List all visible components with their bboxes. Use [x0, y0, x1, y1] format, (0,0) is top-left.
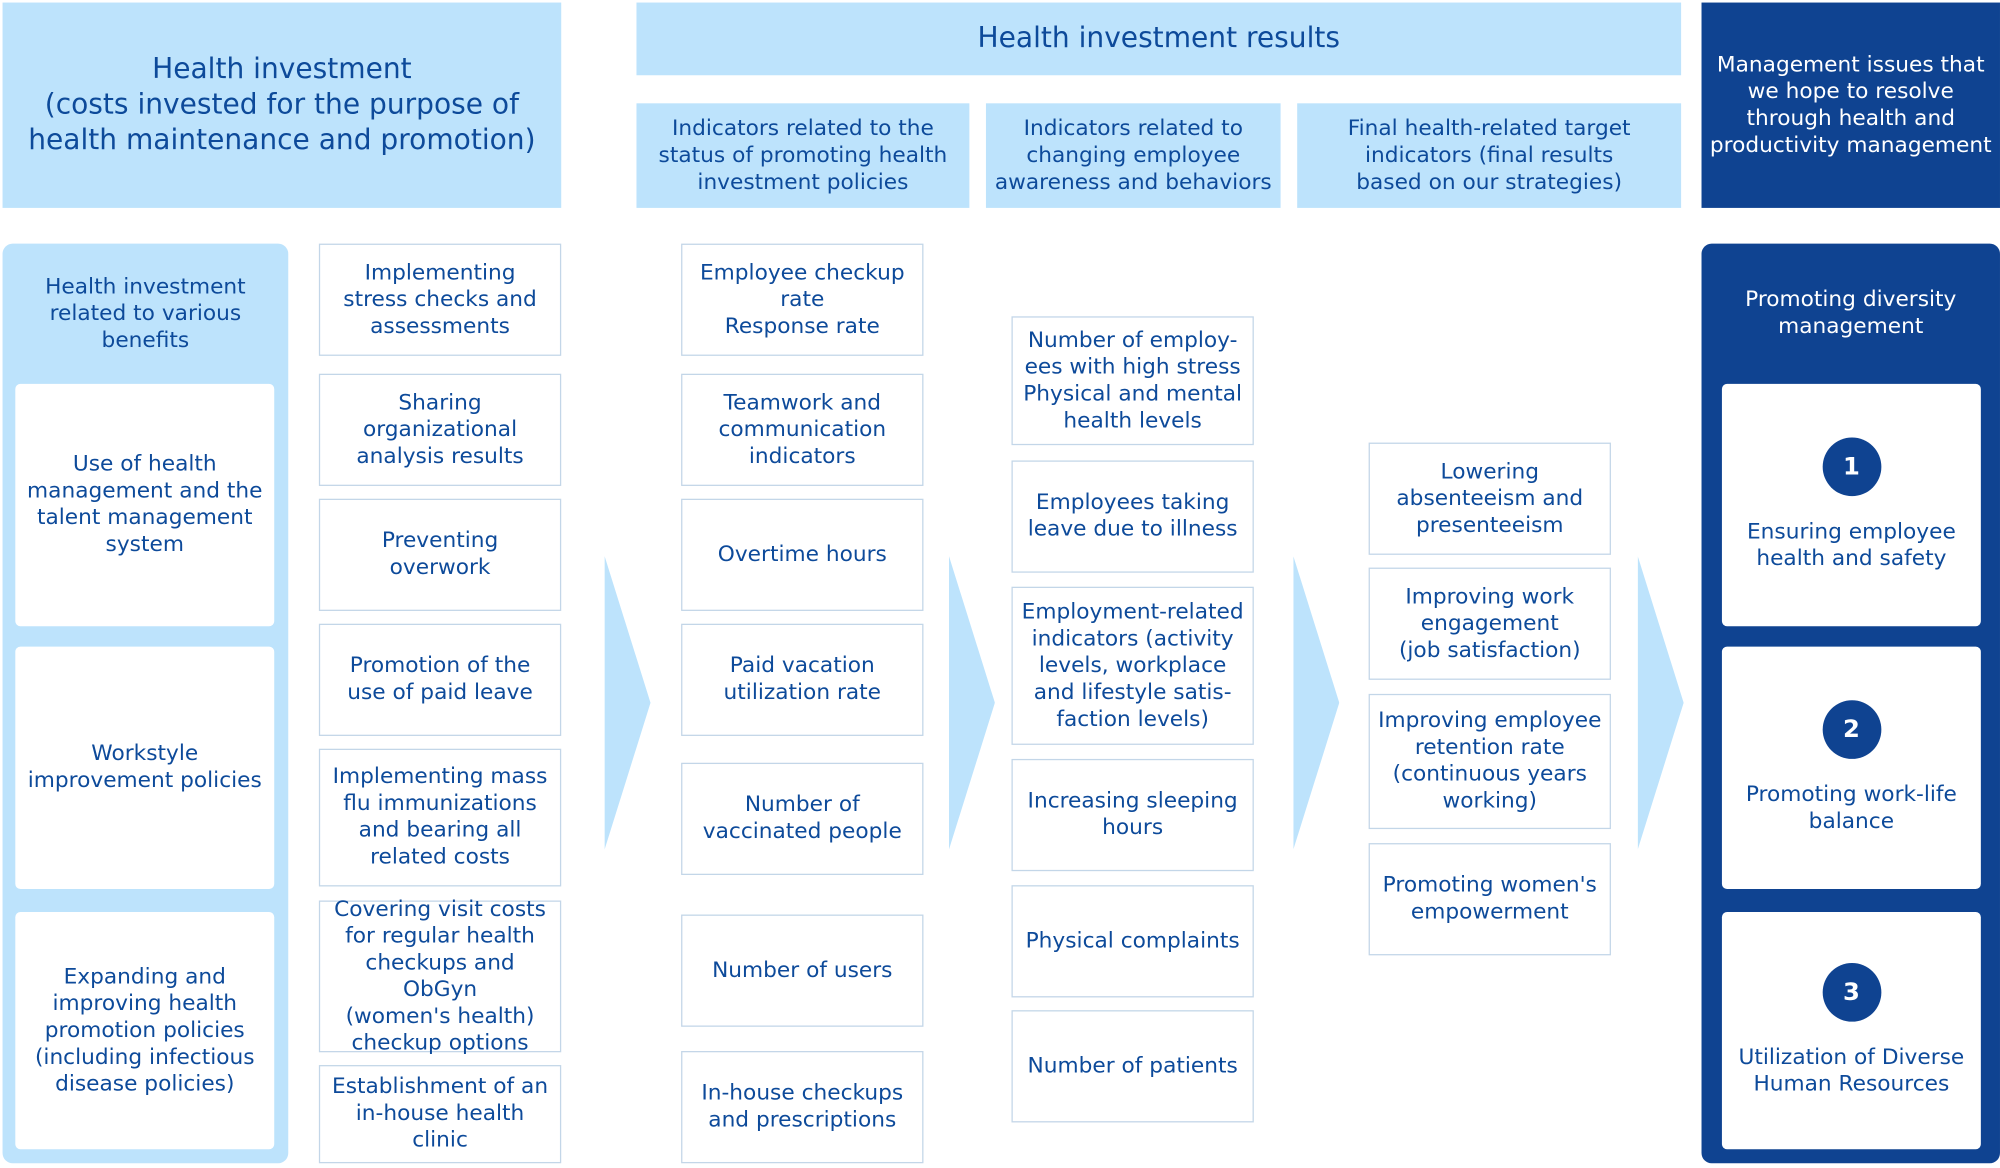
benefit-item: Use of health management and the talent management system [15, 384, 274, 626]
investment-item: Preventing overwork [319, 499, 561, 611]
policy-indicator: Employee checkup rate Response rate [681, 244, 923, 356]
investment-item: Covering visit costs for regular health checkups and ObGyn (women's health) checkup options [319, 901, 561, 1053]
investment-item: Implementing stress checks and assessments [319, 244, 561, 356]
awareness-indicator: Increasing sleeping hours [1011, 759, 1253, 871]
header-health-investment: Health investment (costs invested for the purpose of health maintenance and promotion) [3, 3, 562, 208]
issue-label: Utilization of Diverse Human Resources [1738, 1044, 1965, 1097]
benefit-item: Workstyle improvement policies [15, 647, 274, 889]
flow-arrow-icon [605, 556, 651, 849]
awareness-indicator: Physical complaints [1011, 885, 1253, 997]
final-indicator: Promoting women's empowerment [1369, 843, 1611, 955]
benefits-title: Health investment related to various benefits [45, 273, 246, 353]
awareness-indicator: Employees taking leave due to illness [1011, 460, 1253, 572]
issue-item [1722, 912, 1981, 1149]
issue-number-badge: 1 [1822, 437, 1881, 496]
header-awareness-indicators: Indicators related to changing employee awareness and behaviors [986, 103, 1281, 208]
header-policy-indicators: Indicators related to the status of promoting health investment policies [636, 103, 969, 208]
final-indicator: Improving work engagement (job satisfaction) [1369, 568, 1611, 680]
issues-title: Promoting diversity management [1745, 286, 1957, 340]
policy-indicator: In-house checkups and prescriptions [681, 1051, 923, 1163]
issue-item [1722, 384, 1981, 626]
issue-number-badge: 3 [1822, 963, 1881, 1022]
issue-label: Promoting work-life balance [1745, 781, 1957, 835]
policy-indicator: Number of vaccinated people [681, 763, 923, 875]
header-management-issues: Management issues that we hope to resolve through health and productivity management [1702, 3, 2000, 208]
investment-item: Establishment of an in-house health clinic [319, 1065, 561, 1163]
issue-label: Ensuring employee health and safety [1746, 519, 1956, 572]
investment-item: Sharing organizational analysis results [319, 374, 561, 486]
flow-arrow-icon [1293, 556, 1339, 849]
benefit-item: Expanding and improving health promotion policies (including infectious disease policies) [15, 912, 274, 1149]
policy-indicator: Number of users [681, 915, 923, 1027]
final-indicator: Improving employee retention rate (continuous years working) [1369, 694, 1611, 829]
awareness-indicator: Number of employ- ees with high stress Physical and mental health levels [1011, 316, 1253, 445]
policy-indicator: Overtime hours [681, 499, 923, 611]
investment-item: Promotion of the use of paid leave [319, 624, 561, 736]
issue-item [1722, 647, 1981, 889]
policy-indicator: Paid vacation utilization rate [681, 624, 923, 736]
issue-number-badge: 2 [1822, 700, 1881, 759]
final-indicator: Lowering absenteeism and presenteeism [1369, 443, 1611, 555]
investment-item: Implementing mass flu immunizations and bearing all related costs [319, 749, 561, 887]
flow-arrow-icon [949, 556, 995, 849]
awareness-indicator: Employment-related indicators (activity levels, workplace and lifestyle satis- faction levels) [1011, 587, 1253, 745]
policy-indicator: Teamwork and communication indicators [681, 374, 923, 486]
flow-arrow-icon [1638, 556, 1684, 849]
awareness-indicator: Number of patients [1011, 1010, 1253, 1122]
header-results: Health investment results [636, 3, 1681, 76]
header-final-indicators: Final health-related target indicators (final results based on our strategies) [1297, 103, 1681, 208]
